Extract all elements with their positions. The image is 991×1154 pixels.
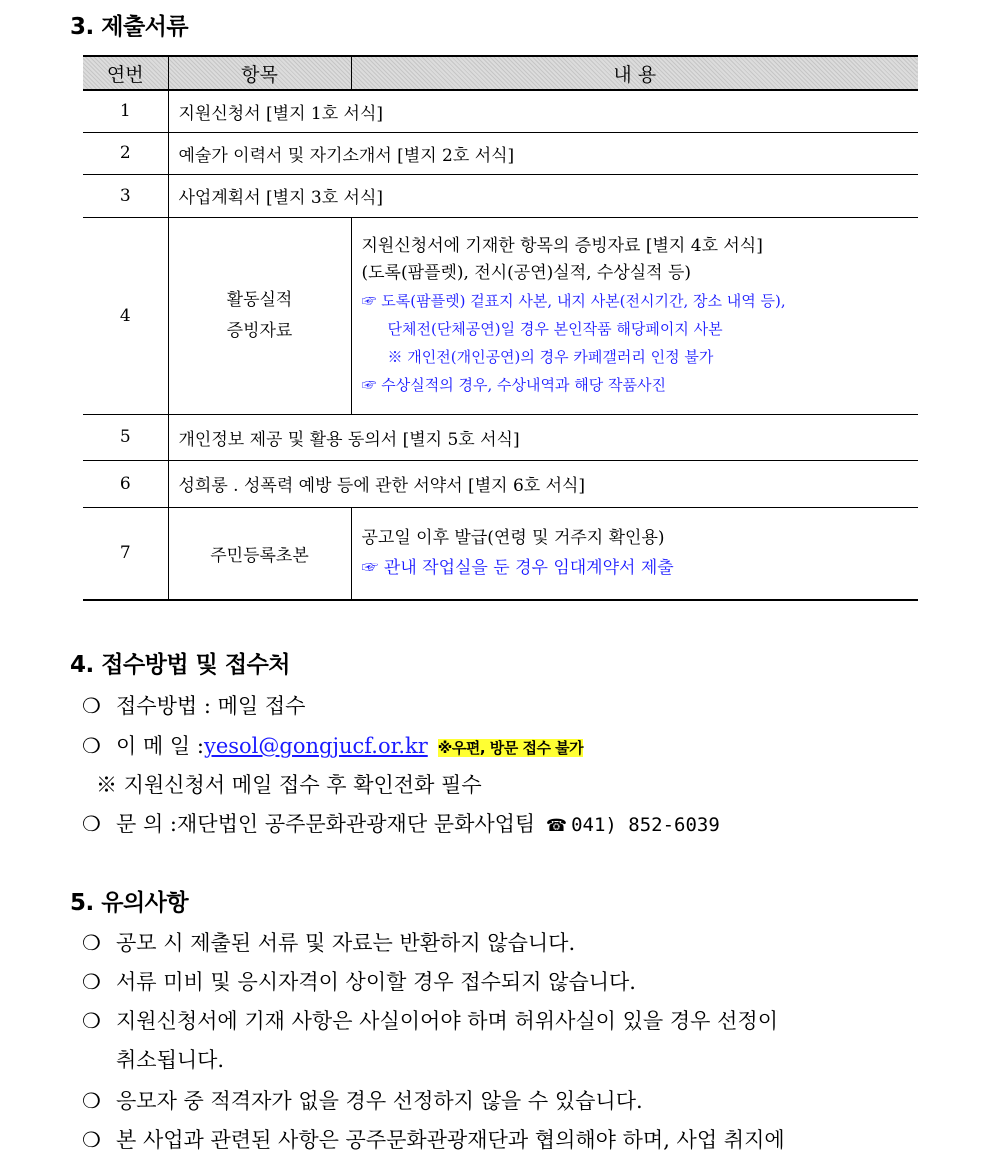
inquiry-line [82,808,720,838]
bullet-icon: ❍ [82,931,101,955]
item-line: 활동실적 [226,289,293,310]
bullet-icon: ❍ [82,734,101,758]
phone-number: 041) 852-6039 [571,814,720,836]
row-text: 사업계획서 [별지 3호 서식] [168,174,918,217]
header-item: 항목 [168,56,351,90]
email-note-highlight: ※우편, 방문 접수 불가 [437,739,584,757]
table-row [83,414,918,460]
inquiry-value: 재단법인 공주문화관광재단 문화사업팀 [177,812,536,836]
row-number: 3 [83,174,168,217]
inquiry-label: 문 의 : [116,812,177,836]
table-row [83,217,918,414]
row-text: 개인정보 제공 및 활용 동의서 [별지 5호 서식] [168,414,918,460]
content-note-line: ☞ 수상실적의 경우, 수상내역과 해당 작품사진 [361,375,666,394]
section-5-title: 5. 유의사항 [70,890,189,916]
notice-item [82,1124,785,1154]
header-content: 내 용 [351,56,918,90]
email-line [82,730,583,760]
row-text: 지원신청서 [별지 1호 서식] [168,90,918,132]
submission-documents-table [83,55,918,601]
row-number: 2 [83,132,168,174]
content-line: (도록(팜플렛), 전시(공연)실적, 수상실적 등) [361,262,692,283]
content-note-line: ☞ 도록(팜플렛) 겉표지 사본, 내지 사본(전시기간, 장소 내역 등), [361,291,786,310]
notice-item [82,927,575,957]
section-4-title: 4. 접수방법 및 접수처 [70,652,291,678]
table-row [83,460,918,507]
notice-text: 서류 미비 및 응시자격이 상이할 경우 접수되지 않습니다. [116,970,636,994]
row-text: 성희롱 . 성폭력 예방 등에 관한 서약서 [별지 6호 서식] [168,460,918,507]
bullet-icon: ❍ [82,812,101,836]
notice-text: 응모자 중 적격자가 없을 경우 선정하지 않을 수 있습니다. [116,1089,643,1113]
content-line: 공고일 이후 발급(연령 및 거주지 확인용) [361,528,665,549]
row-item [168,217,351,414]
notice-continuation: 취소됩니다. [116,1048,225,1072]
bullet-icon: ❍ [82,1128,101,1152]
method-line [82,690,305,720]
notice-item [82,966,636,996]
notice-item [82,1085,643,1115]
row-number: 7 [83,507,168,600]
content-note-line: ※ 개인전(개인공연)의 경우 카페갤러리 인정 불가 [387,347,714,366]
section-3-title: 3. 제출서류 [70,14,189,40]
content-note-line: ☞ 관내 작업실을 둔 경우 임대계약서 제출 [361,558,674,579]
row-number: 1 [83,90,168,132]
row-text: 예술가 이력서 및 자기소개서 [별지 2호 서식] [168,132,918,174]
table-row [83,507,918,600]
notice-text: 지원신청서에 기재 사항은 사실이어야 하며 허위사실이 있을 경우 선정이 [116,1009,778,1033]
bullet-icon: ❍ [82,1089,101,1113]
table-row [83,174,918,217]
method-label: 접수방법 : [116,694,211,718]
notice-text: 공모 시 제출된 서류 및 자료는 반환하지 않습니다. [116,931,576,955]
row-number: 6 [83,460,168,507]
content-note-line: 단체전(단체공연)일 경우 본인작품 해당페이지 사본 [387,319,723,338]
email-link[interactable]: yesol@gongjucf.or.kr [203,734,428,758]
header-no: 연번 [83,56,168,90]
notice-text: 본 사업과 관련된 사항은 공주문화관광재단과 협의해야 하며, 사업 취지에 [116,1128,785,1152]
row-number: 4 [83,217,168,414]
table-header-row [83,56,918,90]
method-value: 메일 접수 [217,694,306,718]
bullet-icon: ❍ [82,970,101,994]
email-label: 이 메 일 : [116,734,204,758]
row-number: 5 [83,414,168,460]
table-row [83,132,918,174]
item-line: 증빙자료 [226,320,293,341]
notice-item [82,1005,778,1035]
row-content [351,217,918,414]
phone-icon: ☎ [545,816,568,836]
row-item: 주민등록초본 [168,507,351,600]
bullet-icon: ❍ [82,1009,101,1033]
content-line: 지원신청서에 기재한 항목의 증빙자료 [별지 4호 서식] [361,235,763,256]
row-content [351,507,918,600]
note-line: ※ 지원신청서 메일 접수 후 확인전화 필수 [96,773,482,797]
table-row [83,90,918,132]
bullet-icon: ❍ [82,694,101,718]
